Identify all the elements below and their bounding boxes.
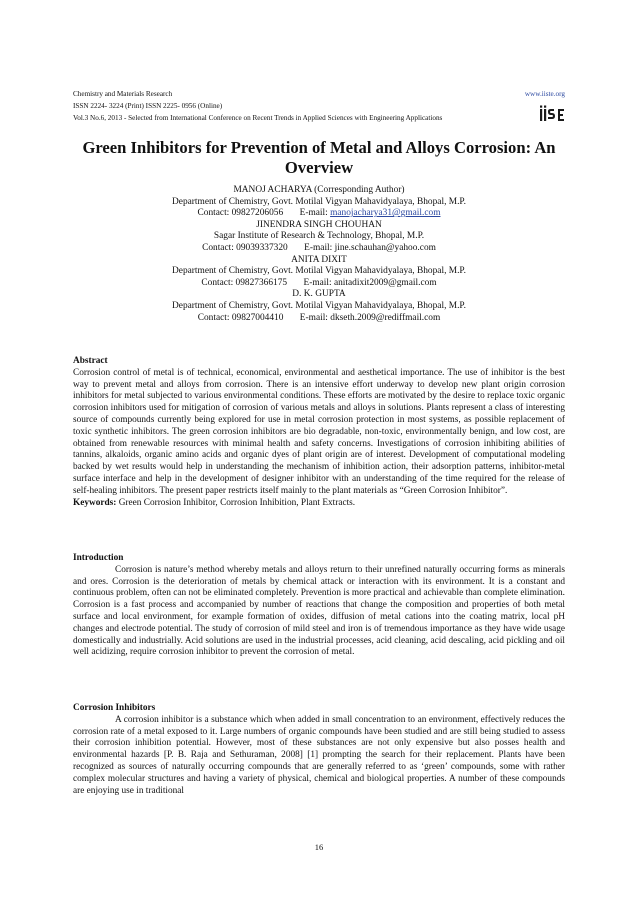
author-affiliation: Sagar Institute of Research & Technology, Bhopal, M.P.: [213, 231, 425, 242]
page-number: 16: [314, 842, 324, 852]
paper-title: Green Inhibitors for Prevention of Metal and Alloys Corrosion: An Overview: [82, 138, 556, 177]
keywords-text: Green Corrosion Inhibitor, Corrosion Inhibition, Plant Extracts.: [118, 497, 356, 508]
journal-name: Chemistry and Materials Research: [73, 90, 173, 98]
author-contact-line: [73, 278, 565, 290]
author-contact: Contact: 09039337320: [202, 242, 288, 253]
author-affiliation: Department of Chemistry, Govt. Motilal Vigyan Mahavidyalaya, Bhopal, M.P.: [172, 300, 466, 311]
author-email: dkseth.2009@rediffmail.com: [330, 312, 441, 323]
issn-line: ISSN 2224- 3224 (Print) ISSN 2225- 0956 (Online): [73, 102, 223, 110]
author-email: anitadixit2009@gmail.com: [333, 277, 437, 288]
abstract-section: [73, 356, 565, 509]
author-contact: Contact: 09827366175: [201, 277, 288, 288]
author-contact-line: [73, 243, 565, 255]
author-email: jine.schauhan@yahoo.com: [334, 242, 436, 253]
email-label: E-mail:: [303, 277, 332, 288]
author-name: ANITA DIXIT: [291, 254, 347, 265]
introduction-section: [73, 553, 565, 659]
keywords-label: Keywords:: [73, 497, 117, 508]
iiste-logo: [538, 103, 566, 123]
introduction-heading: Introduction: [73, 553, 124, 563]
author-email-link[interactable]: manojacharya31@gmail.com: [330, 208, 441, 219]
author-contact: Contact: 09827206056: [197, 208, 284, 219]
author-block: [73, 185, 565, 324]
volume-line: Vol.3 No.6, 2013 - Selected from International Conference on Recent Trends in Applied Sciences with Engineering Applications: [73, 114, 443, 122]
abstract-heading: Abstract: [73, 356, 108, 366]
email-label: E-mail:: [299, 312, 328, 323]
author-name: JINENDRA SINGH CHOUHAN: [256, 219, 382, 230]
author-affiliation: Department of Chemistry, Govt. Motilal Vigyan Mahavidyalaya, Bhopal, M.P.: [172, 266, 466, 277]
inhibitors-section: [73, 703, 565, 797]
abstract-text: Corrosion control of metal is of technical, economical, environmental and aesthetical importance. The use of inhibitor is the best way to prevent metal and alloys from corrosion. There is an intensive effort underway to develop new plant origin corrosion inhibitors for metal subjected to various environmental conditions. These efforts are motivated by the desire to replace toxic organic corrosion inhibitors used for mitigation of corrosion of various metals and alloys in solutions. Plants represent a class of interesting source of compounds currently being explored for use in metal corrosion protection in most systems, as possible replacement of toxic synthetic inhibitors. The green corrosion inhibitors are bio degradable, non-toxic, environmentally benign, and low cost, are obtained from renewable resources with minimal health and safety concerns. Investigations of corrosion inhibiting abilities of tannins, alkaloids, organic amino acids and organic dyes of plant origin are of interest. Development of computational modeling backed by wet results would help in understanding the mechanism of inhibition action, their adsorption patterns, inhibitor-metal surface interface and help in the development of designer inhibitor with an understanding of the time required for the release of self-healing inhibitors. The present paper restricts itself mainly to the plant materials as “Green Corrosion Inhibitor”.: [73, 367, 565, 496]
author-contact: Contact: 09827004410: [197, 312, 284, 323]
inhibitors-heading: Corrosion Inhibitors: [73, 703, 156, 713]
inhibitors-text: A corrosion inhibitor is a substance which when added in small concentration to an environment, effectively reduces the corrosion rate of a metal exposed to it. Large numbers of organic compounds have been studied and are still being studied to assess their corrosion inhibition potential. However, most of these substances are not only expensive but also posses health and environmental hazards [P. B. Raja and Sethuraman, 2008] [1] prompting the search for their replacement. Plants have been recognized as sources of naturally occurring compounds that are generally referred to as ‘green’ compounds, some with rather complex molecular structures and having a variety of physical, chemical and biological properties. A number of these compounds are enjoying use in traditional: [73, 714, 565, 796]
journal-url[interactable]: www.iiste.org: [524, 90, 565, 98]
author-affiliation: Department of Chemistry, Govt. Motilal Vigyan Mahavidyalaya, Bhopal, M.P.: [172, 196, 466, 207]
author-name: D. K. GUPTA: [292, 289, 346, 300]
author-contact-line: [73, 208, 565, 220]
author-contact-line: [73, 313, 565, 325]
email-label: E-mail:: [304, 242, 333, 253]
keywords-line: [73, 498, 565, 510]
introduction-text: Corrosion is nature’s method whereby metals and alloys return to their unrefined naturally occurring forms as minerals and ores. Corrosion is the deterioration of metals by chemical attack or interaction with its environment. It is a constant and continuous problem, often can not be eliminated completely. Prevention is more practical and achievable than complete elimination. Corrosion is a fast process and accompanied by number of reactions that change the composition and properties of both metal surface and local environment, for example formation of oxides, diffusion of metal cations into the coating matrix, local pH changes and electrode potential. The study of corrosion of mild steel and iron is of tremendous importance as they have wide usage domestically and industrially. Acid solutions are used in the industrial processes, acid cleaning, acid descaling, acid pickling and oil well acidizing, require corrosion inhibitor to prevent the corrosion of metal.: [73, 564, 565, 658]
email-label: E-mail:: [299, 208, 328, 219]
author-name: MANOJ ACHARYA (Corresponding Author): [233, 185, 405, 195]
